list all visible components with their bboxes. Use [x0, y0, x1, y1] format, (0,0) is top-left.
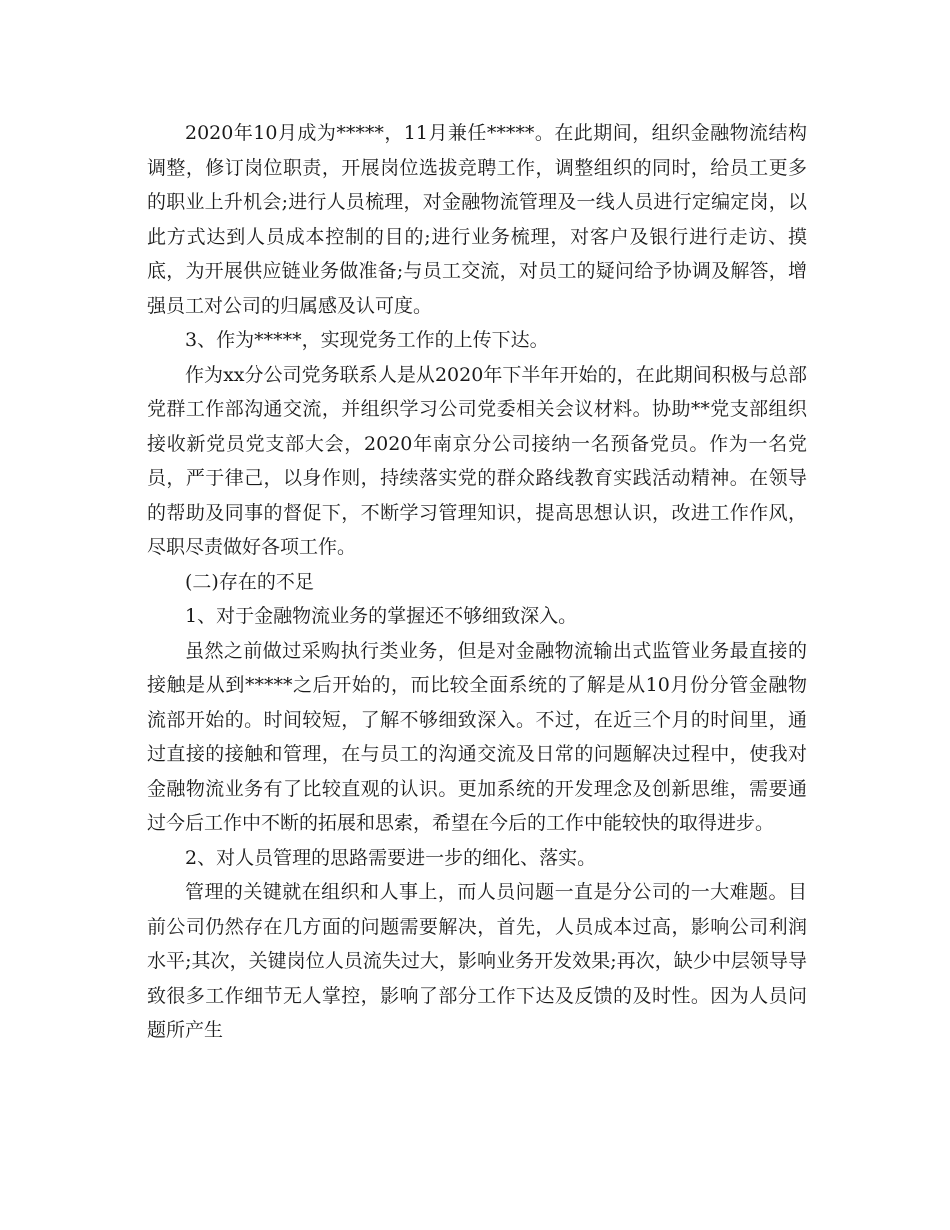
paragraph-role-summary: 2020年10月成为*****，11月兼任*****。在此期间，组织金融物流结构调整，修订岗位职责，开展岗位选拔竞聘工作，调整组织的同时，给员工更多的职业上升机会;进行人员梳理，对金融物流管理及一线人员进行定编定岗，以此方式达到人员成本控制的目的;进行业务梳理，对客户及银行进行走访、摸底，为开展供应链业务做准备;与员工交流，对员工的疑问给予协调及解答，增强员工对公司的归属感及认可度。 [147, 122, 807, 317]
paragraph-section-shortcomings: (二)存在的不足 [185, 570, 314, 593]
paragraph-personnel: 管理的关键就在组织和人事上，而人员问题一直是分公司的一大难题。目前公司仍然存在几方面的问题需要解决，首先，人员成本过高，影响公司利润水平;其次，关键岗位人员流失过大，影响业务开发效果;再次，缺少中层领导导致很多工作细节无人掌控，影响了部分工作下达及反馈的及时性。因为人员问题所产生 [147, 881, 807, 1041]
paragraph-heading-business-knowledge: 1、对于金融物流业务的掌握还不够细致深入。 [185, 605, 578, 627]
document-body [147, 116, 807, 1048]
paragraph-heading-party-affairs: 3、作为*****，实现党务工作的上传下达。 [185, 329, 549, 351]
paragraph-heading-personnel: 2、对人员管理的思路需要进一步的细化、落实。 [185, 846, 597, 869]
paragraph-business-knowledge: 虽然之前做过采购执行类业务，但是对金融物流输出式监管业务最直接的接触是从到*****之后开始的，而比较全面系统的了解是从10月份分管金融物流部开始的。时间较短，了解不够细致深入。不过，在近三个月的时间里，通过直接的接触和管理，在与员工的沟通交流及日常的问题解决过程中，使我对金融物流业务有了比较直观的认识。更加系统的开发理念及创新思维，需要通过今后工作中不断的拓展和思索，希望在今后的工作中能较快的取得进步。 [147, 639, 807, 834]
paragraph-party-affairs: 作为xx分公司党务联系人是从2020年下半年开始的，在此期间积极与总部党群工作部沟通交流，并组织学习公司党委相关会议材料。协助**党支部组织接收新党员党支部大会，2020年南京分公司接纳一名预备党员。作为一名党员，严于律己，以身作则，持续落实党的群众路线教育实践活动精神。在领导的帮助及同事的督促下，不断学习管理知识，提高思想认识，改进工作作风，尽职尽责做好各项工作。 [147, 363, 807, 558]
